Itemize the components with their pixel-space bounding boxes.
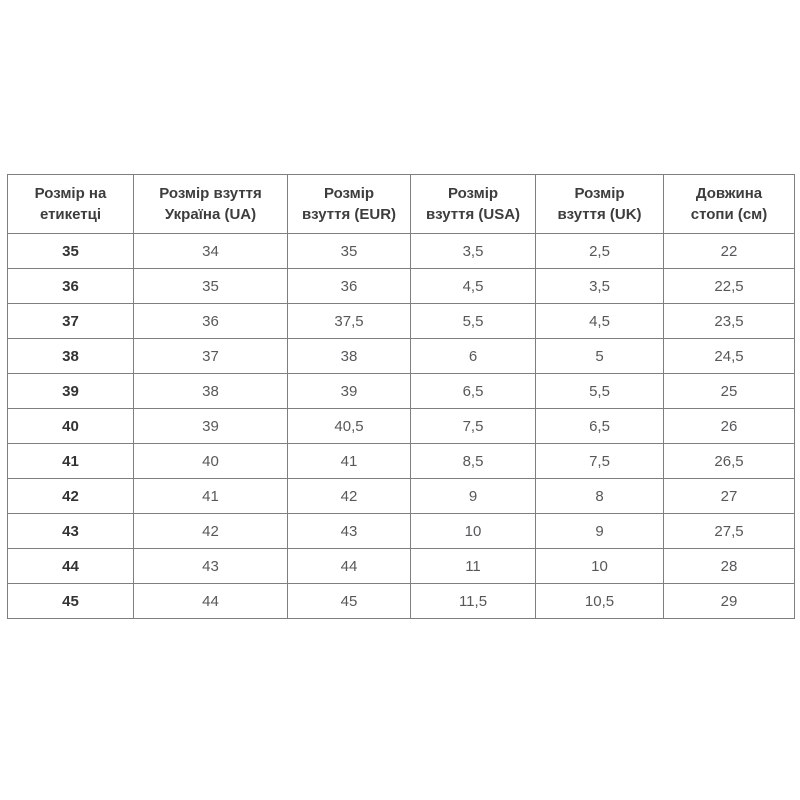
row-label-cell: 44 bbox=[8, 549, 134, 584]
row-label-cell: 35 bbox=[8, 234, 134, 269]
size-cell: 38 bbox=[288, 339, 411, 374]
table-body bbox=[8, 234, 795, 619]
column-header-uk-size bbox=[536, 175, 664, 234]
table-row bbox=[8, 269, 795, 304]
size-cell: 39 bbox=[288, 374, 411, 409]
column-header-text: Україна (UA) bbox=[164, 206, 257, 223]
column-header-text: взуття (USA) bbox=[425, 206, 521, 223]
size-cell: 42 bbox=[134, 514, 288, 549]
column-header-foot-length bbox=[664, 175, 795, 234]
size-cell: 9 bbox=[411, 479, 536, 514]
table-row bbox=[8, 409, 795, 444]
size-cell: 29 bbox=[664, 584, 795, 619]
size-cell: 5,5 bbox=[536, 374, 664, 409]
header-row bbox=[8, 175, 795, 234]
size-cell: 40 bbox=[134, 444, 288, 479]
size-cell: 25 bbox=[664, 374, 795, 409]
row-label-cell: 39 bbox=[8, 374, 134, 409]
row-label-cell: 41 bbox=[8, 444, 134, 479]
size-cell: 3,5 bbox=[536, 269, 664, 304]
size-cell: 43 bbox=[134, 549, 288, 584]
size-cell: 7,5 bbox=[536, 444, 664, 479]
size-cell: 37 bbox=[134, 339, 288, 374]
size-cell: 37,5 bbox=[288, 304, 411, 339]
column-header-text: взуття (EUR) bbox=[301, 206, 397, 223]
size-cell: 8 bbox=[536, 479, 664, 514]
size-cell: 8,5 bbox=[411, 444, 536, 479]
size-cell: 22,5 bbox=[664, 269, 795, 304]
table-row bbox=[8, 549, 795, 584]
size-cell: 4,5 bbox=[411, 269, 536, 304]
column-header-text: Розмір взуття bbox=[159, 185, 262, 202]
size-cell: 44 bbox=[288, 549, 411, 584]
size-cell: 10 bbox=[536, 549, 664, 584]
size-cell: 41 bbox=[288, 444, 411, 479]
size-cell: 2,5 bbox=[536, 234, 664, 269]
size-cell: 44 bbox=[134, 584, 288, 619]
size-cell: 27 bbox=[664, 479, 795, 514]
size-cell: 36 bbox=[134, 304, 288, 339]
table-row bbox=[8, 584, 795, 619]
shoe-size-conversion-table bbox=[7, 174, 795, 619]
row-label-cell: 40 bbox=[8, 409, 134, 444]
size-cell: 42 bbox=[288, 479, 411, 514]
size-cell: 27,5 bbox=[664, 514, 795, 549]
column-header-text: взуття (UK) bbox=[557, 206, 642, 223]
row-label-cell: 38 bbox=[8, 339, 134, 374]
size-cell: 9 bbox=[536, 514, 664, 549]
column-header-ua-size bbox=[134, 175, 288, 234]
column-header-text: стопи (см) bbox=[690, 206, 768, 223]
row-label-cell: 36 bbox=[8, 269, 134, 304]
size-cell: 36 bbox=[288, 269, 411, 304]
size-cell: 40,5 bbox=[288, 409, 411, 444]
column-header-text: етикетці bbox=[39, 206, 102, 223]
column-header-text: Розмір на bbox=[34, 185, 107, 202]
column-header-text: Розмір bbox=[447, 185, 499, 202]
size-cell: 6 bbox=[411, 339, 536, 374]
size-cell: 26 bbox=[664, 409, 795, 444]
column-header-label-size bbox=[8, 175, 134, 234]
table-row bbox=[8, 234, 795, 269]
row-label-cell: 45 bbox=[8, 584, 134, 619]
size-cell: 43 bbox=[288, 514, 411, 549]
size-cell: 7,5 bbox=[411, 409, 536, 444]
size-cell: 11 bbox=[411, 549, 536, 584]
table-row bbox=[8, 444, 795, 479]
row-label-cell: 43 bbox=[8, 514, 134, 549]
row-label-cell: 37 bbox=[8, 304, 134, 339]
size-cell: 35 bbox=[134, 269, 288, 304]
size-cell: 23,5 bbox=[664, 304, 795, 339]
size-cell: 6,5 bbox=[536, 409, 664, 444]
size-cell: 45 bbox=[288, 584, 411, 619]
size-cell: 10,5 bbox=[536, 584, 664, 619]
size-cell: 3,5 bbox=[411, 234, 536, 269]
table-row bbox=[8, 339, 795, 374]
size-cell: 10 bbox=[411, 514, 536, 549]
column-header-usa-size bbox=[411, 175, 536, 234]
size-cell: 5 bbox=[536, 339, 664, 374]
size-cell: 22 bbox=[664, 234, 795, 269]
size-cell: 35 bbox=[288, 234, 411, 269]
size-cell: 34 bbox=[134, 234, 288, 269]
row-label-cell: 42 bbox=[8, 479, 134, 514]
size-cell: 4,5 bbox=[536, 304, 664, 339]
table-row bbox=[8, 514, 795, 549]
table-row bbox=[8, 479, 795, 514]
size-cell: 38 bbox=[134, 374, 288, 409]
size-cell: 11,5 bbox=[411, 584, 536, 619]
size-cell: 39 bbox=[134, 409, 288, 444]
column-header-eur-size bbox=[288, 175, 411, 234]
size-cell: 5,5 bbox=[411, 304, 536, 339]
size-cell: 24,5 bbox=[664, 339, 795, 374]
size-cell: 28 bbox=[664, 549, 795, 584]
size-cell: 41 bbox=[134, 479, 288, 514]
size-cell: 26,5 bbox=[664, 444, 795, 479]
table-row bbox=[8, 374, 795, 409]
size-cell: 6,5 bbox=[411, 374, 536, 409]
column-header-text: Розмір bbox=[574, 185, 625, 202]
column-header-text: Довжина bbox=[695, 185, 763, 202]
column-header-text: Розмір bbox=[323, 185, 375, 202]
table-row bbox=[8, 304, 795, 339]
